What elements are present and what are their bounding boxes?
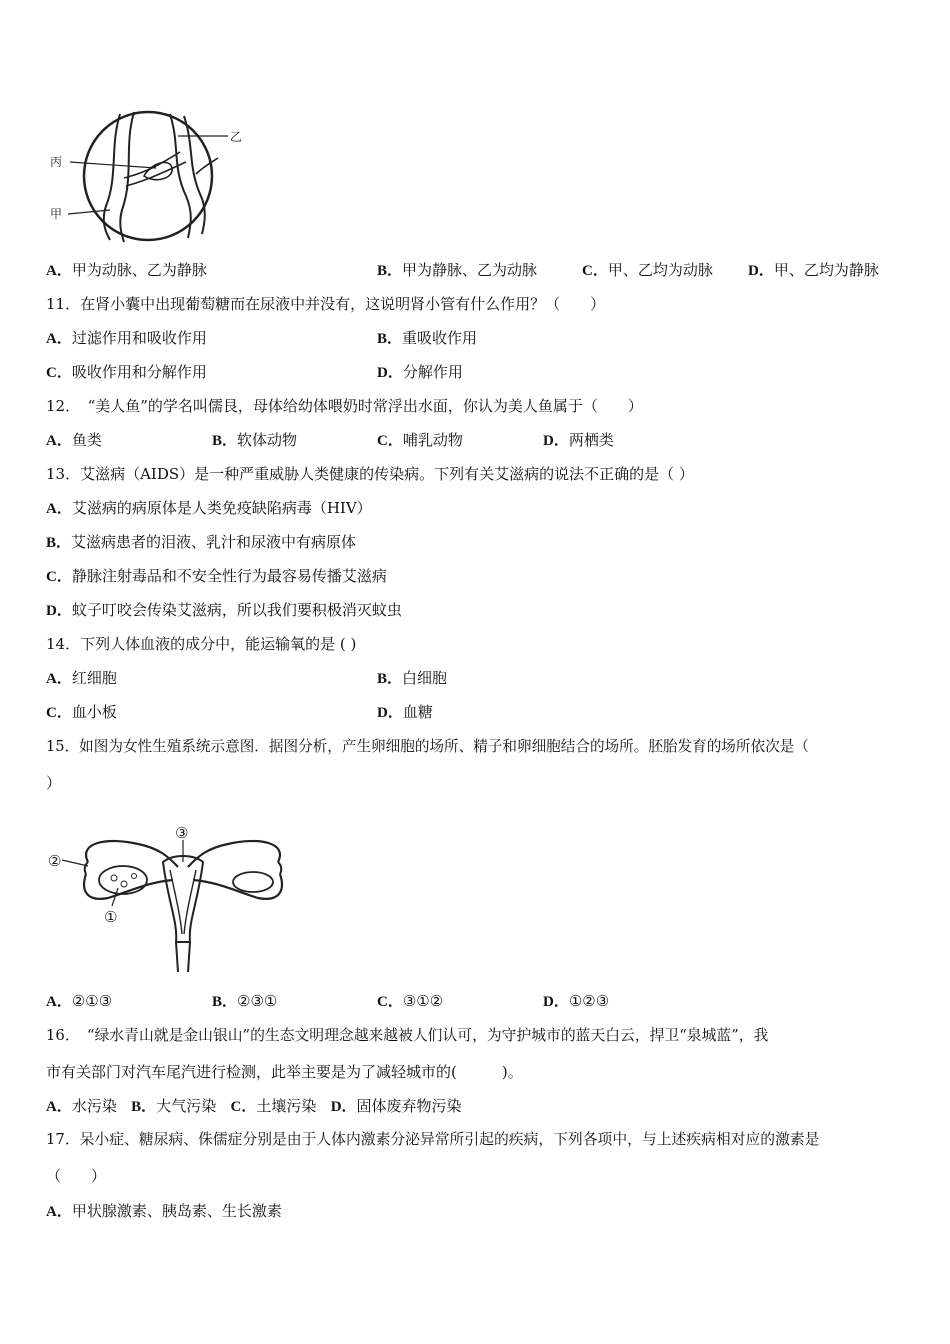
q15-option-c[interactable]: C．③①② bbox=[377, 992, 444, 1010]
label-bing: 丙 bbox=[50, 155, 63, 169]
q13-stem: 13．艾滋病（AIDS）是一种严重威胁人类健康的传染病。下列有关艾滋病的说法不正确的是（ ） bbox=[46, 465, 694, 483]
q10-option-d[interactable]: D．甲、乙均为静脉 bbox=[748, 261, 879, 279]
q17-stem-line1: 17．呆小症、糖尿病、侏儒症分别是由于人体内激素分泌异常所引起的疾病，下列各项中，与上述疾病相对应的激素是 bbox=[46, 1131, 820, 1148]
q10-option-a[interactable]: A．甲为动脉、乙为静脉 bbox=[46, 261, 207, 279]
q11-option-b[interactable]: B．重吸收作用 bbox=[377, 329, 478, 347]
q11-option-c[interactable]: C．吸收作用和分解作用 bbox=[46, 363, 207, 381]
q17-option-a[interactable]: A．甲状腺激素、胰岛素、生长激素 bbox=[46, 1202, 282, 1220]
q15-option-b[interactable]: B．②③① bbox=[212, 992, 278, 1010]
q13-option-c[interactable]: C．静脉注射毒品和不安全性行为最容易传播艾滋病 bbox=[46, 567, 387, 585]
q12-option-b[interactable]: B．软体动物 bbox=[212, 431, 298, 449]
q16-options bbox=[46, 1096, 462, 1117]
q14-stem: 14．下列人体血液的成分中，能运输氧的是 ( ) bbox=[46, 635, 357, 653]
q15-option-d[interactable]: D．①②③ bbox=[543, 992, 610, 1010]
female-reproductive-figure bbox=[48, 822, 318, 977]
q12-option-d[interactable]: D．两栖类 bbox=[543, 431, 614, 449]
q11-option-d[interactable]: D．分解作用 bbox=[377, 363, 463, 381]
label-2: ② bbox=[48, 852, 62, 870]
label-3: ③ bbox=[175, 824, 189, 842]
q16-stem-line2: 市有关部门对汽车尾汽进行检测，此举主要是为了减轻城市的( )。 bbox=[46, 1063, 523, 1081]
q14-option-a[interactable]: A．红细胞 bbox=[46, 669, 117, 687]
q11-stem: 11．在肾小囊中出现葡萄糖而在尿液中并没有，这说明肾小管有什么作用？（ ） bbox=[46, 295, 606, 313]
q12-option-a[interactable]: A．鱼类 bbox=[46, 431, 102, 449]
q16-option-d[interactable]: D．固体废弃物污染 bbox=[330, 1097, 462, 1115]
q10-option-c[interactable]: C．甲、乙均为动脉 bbox=[582, 261, 713, 279]
q16-option-b[interactable]: B．大气污染 bbox=[131, 1097, 217, 1115]
q10-option-b[interactable]: B．甲为静脉、乙为动脉 bbox=[377, 261, 538, 279]
q13-option-a[interactable]: A．艾滋病的病原体是人类免疫缺陷病毒（HIV） bbox=[46, 499, 372, 517]
q16-option-a[interactable]: A．水污染 bbox=[46, 1097, 117, 1115]
q12-option-c[interactable]: C．哺乳动物 bbox=[377, 431, 463, 449]
blood-vessel-figure bbox=[48, 106, 258, 246]
q16-stem-line1: 16． “绿水青山就是金山银山”的生态文明理念越来越被人们认可，为守护城市的蓝天白云，捍卫“泉城蓝”，我 bbox=[46, 1027, 769, 1044]
label-jia: 甲 bbox=[50, 207, 63, 221]
q14-option-d[interactable]: D．血糖 bbox=[377, 703, 433, 721]
q15-stem-line1: 15．如图为女性生殖系统示意图．据图分析，产生卵细胞的场所、精子和卵细胞结合的场所。胚胎发育的场所依次是（ bbox=[46, 738, 809, 755]
q11-option-a[interactable]: A．过滤作用和吸收作用 bbox=[46, 329, 207, 347]
q14-option-c[interactable]: C．血小板 bbox=[46, 703, 117, 721]
q13-option-b[interactable]: B．艾滋病患者的泪液、乳汁和尿液中有病原体 bbox=[46, 533, 357, 551]
q15-stem-line2: ） bbox=[46, 774, 62, 792]
label-1: ① bbox=[104, 908, 118, 926]
q16-option-c[interactable]: C．土壤污染 bbox=[230, 1097, 317, 1115]
q12-stem: 12． “美人鱼”的学名叫儒艮，母体给幼体喂奶时常浮出水面，你认为美人鱼属于（ ） bbox=[46, 397, 643, 415]
label-yi: 乙 bbox=[230, 130, 243, 144]
q17-stem-line2: （ ） bbox=[46, 1167, 107, 1185]
q14-option-b[interactable]: B．白细胞 bbox=[377, 669, 448, 687]
q15-option-a[interactable]: A．②①③ bbox=[46, 992, 113, 1010]
q13-option-d[interactable]: D．蚊子叮咬会传染艾滋病，所以我们要积极消灭蚊虫 bbox=[46, 601, 402, 619]
